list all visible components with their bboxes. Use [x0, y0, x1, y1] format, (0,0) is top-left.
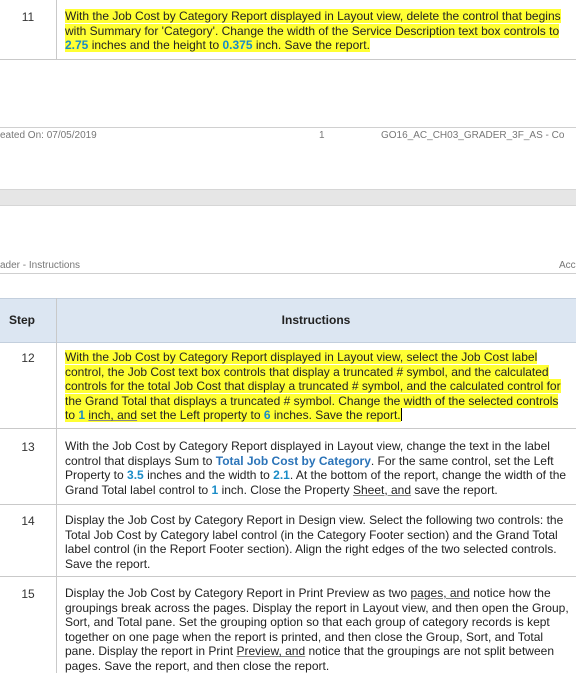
footer-rule — [0, 127, 576, 128]
step-number: 12 — [21, 351, 35, 365]
page-number: 1 — [319, 130, 325, 141]
page-gap — [0, 189, 576, 206]
top-table-fragment — [0, 0, 576, 60]
value-height: 0.375 — [222, 38, 253, 53]
column-header-step: Step — [8, 313, 35, 327]
file-name: GO16_AC_CH03_GRADER_3F_AS - Co — [381, 130, 565, 141]
instruction-text: With the Job Cost by Category Report displayed in Layout view, select the Job Cost label control, the Job Cost text box controls that display a truncated # symbol, and the calculated controls for the total Job Cost that display a truncated # symbol, and the calculated control for the Grand Total that displays a truncated # symbol. Change the width of the selected controls to — [65, 350, 561, 423]
row-divider — [0, 504, 576, 505]
grammar-flag: Sheet, and — [352, 482, 412, 497]
instruction-text: inches. Save the report. — [273, 408, 401, 423]
value-width: 1 — [211, 482, 219, 497]
step-instruction: Display the Job Cost by Category Report in Design view. Select the following two controls: the Total Job Cost by Category label control (in the Category Footer section) and the Grand Total label control (in the Report Footer section). Align the right edges of the two selected controls. Save the report. — [65, 513, 564, 571]
row-divider — [0, 576, 576, 577]
step-instruction — [65, 439, 570, 497]
instruction-text: inch. Close the Property — [221, 482, 350, 497]
step-instruction — [65, 350, 570, 423]
instruction-text: . For the same control, set the Left Property to — [65, 453, 554, 483]
header-rule — [0, 273, 576, 274]
value-left: 6 — [263, 408, 271, 423]
value-width: 1 — [78, 408, 86, 423]
instruction-text: Display the Job Cost by Category Report in Print Preview as two — [65, 586, 408, 600]
step-number: 14 — [21, 514, 35, 528]
column-header-instructions: Instructions — [281, 313, 351, 327]
instruction-text: save the report. — [414, 482, 498, 497]
instruction-text: notice how the groupings break across the pages. Display the report in Layout view, and then open the Group, Sort, and Total pane. Set the grouping option so that each group of category records is kept together on one page when the report is printed, and then close the Group, Sort, and Total pane. Display the report in Print — [65, 586, 569, 659]
grammar-flag: pages, and — [410, 586, 470, 600]
label-caption: Total Job Cost by Category — [215, 453, 371, 468]
grammar-flag: Preview, and — [236, 644, 306, 659]
created-date: eated On: 07/05/2019 — [0, 130, 97, 141]
step-number: 15 — [21, 587, 35, 601]
instruction-text: . At the bottom of the report, change the width of the Grand Total label control to — [65, 468, 567, 497]
step-number: 13 — [21, 440, 35, 454]
instruction-text: With the Job Cost by Category Report displayed in Layout view, change the text in the label control that displays Sum to — [65, 439, 550, 468]
header-right: Acc — [559, 260, 576, 271]
header-title: ader - Instructions — [0, 260, 81, 271]
value-left: 3.5 — [127, 468, 144, 483]
step-instruction — [65, 586, 570, 674]
value-width: 2.1 — [273, 468, 290, 483]
instruction-text: With the Job Cost by Category Report displayed in Layout view, delete the control that begins with Summary for 'Category'. Change the width of the Service Description text box controls to — [65, 9, 561, 38]
grammar-flag: inch, and — [88, 408, 138, 423]
instruction-text: notice that the groupings are not split between pages. Save the report, and then close the report. — [65, 644, 554, 673]
instruction-text: set the Left property to — [140, 408, 261, 423]
step-instruction — [65, 9, 570, 53]
instruction-text: inch. Save the report. — [255, 38, 370, 53]
instructions-table — [0, 298, 576, 673]
instruction-text: inches and the width to — [147, 468, 270, 483]
value-width: 2.75 — [65, 38, 89, 53]
step-number: 11 — [21, 10, 35, 24]
text-cursor — [401, 408, 402, 421]
row-divider — [0, 428, 576, 429]
instruction-text: inches and the height to — [91, 38, 220, 53]
